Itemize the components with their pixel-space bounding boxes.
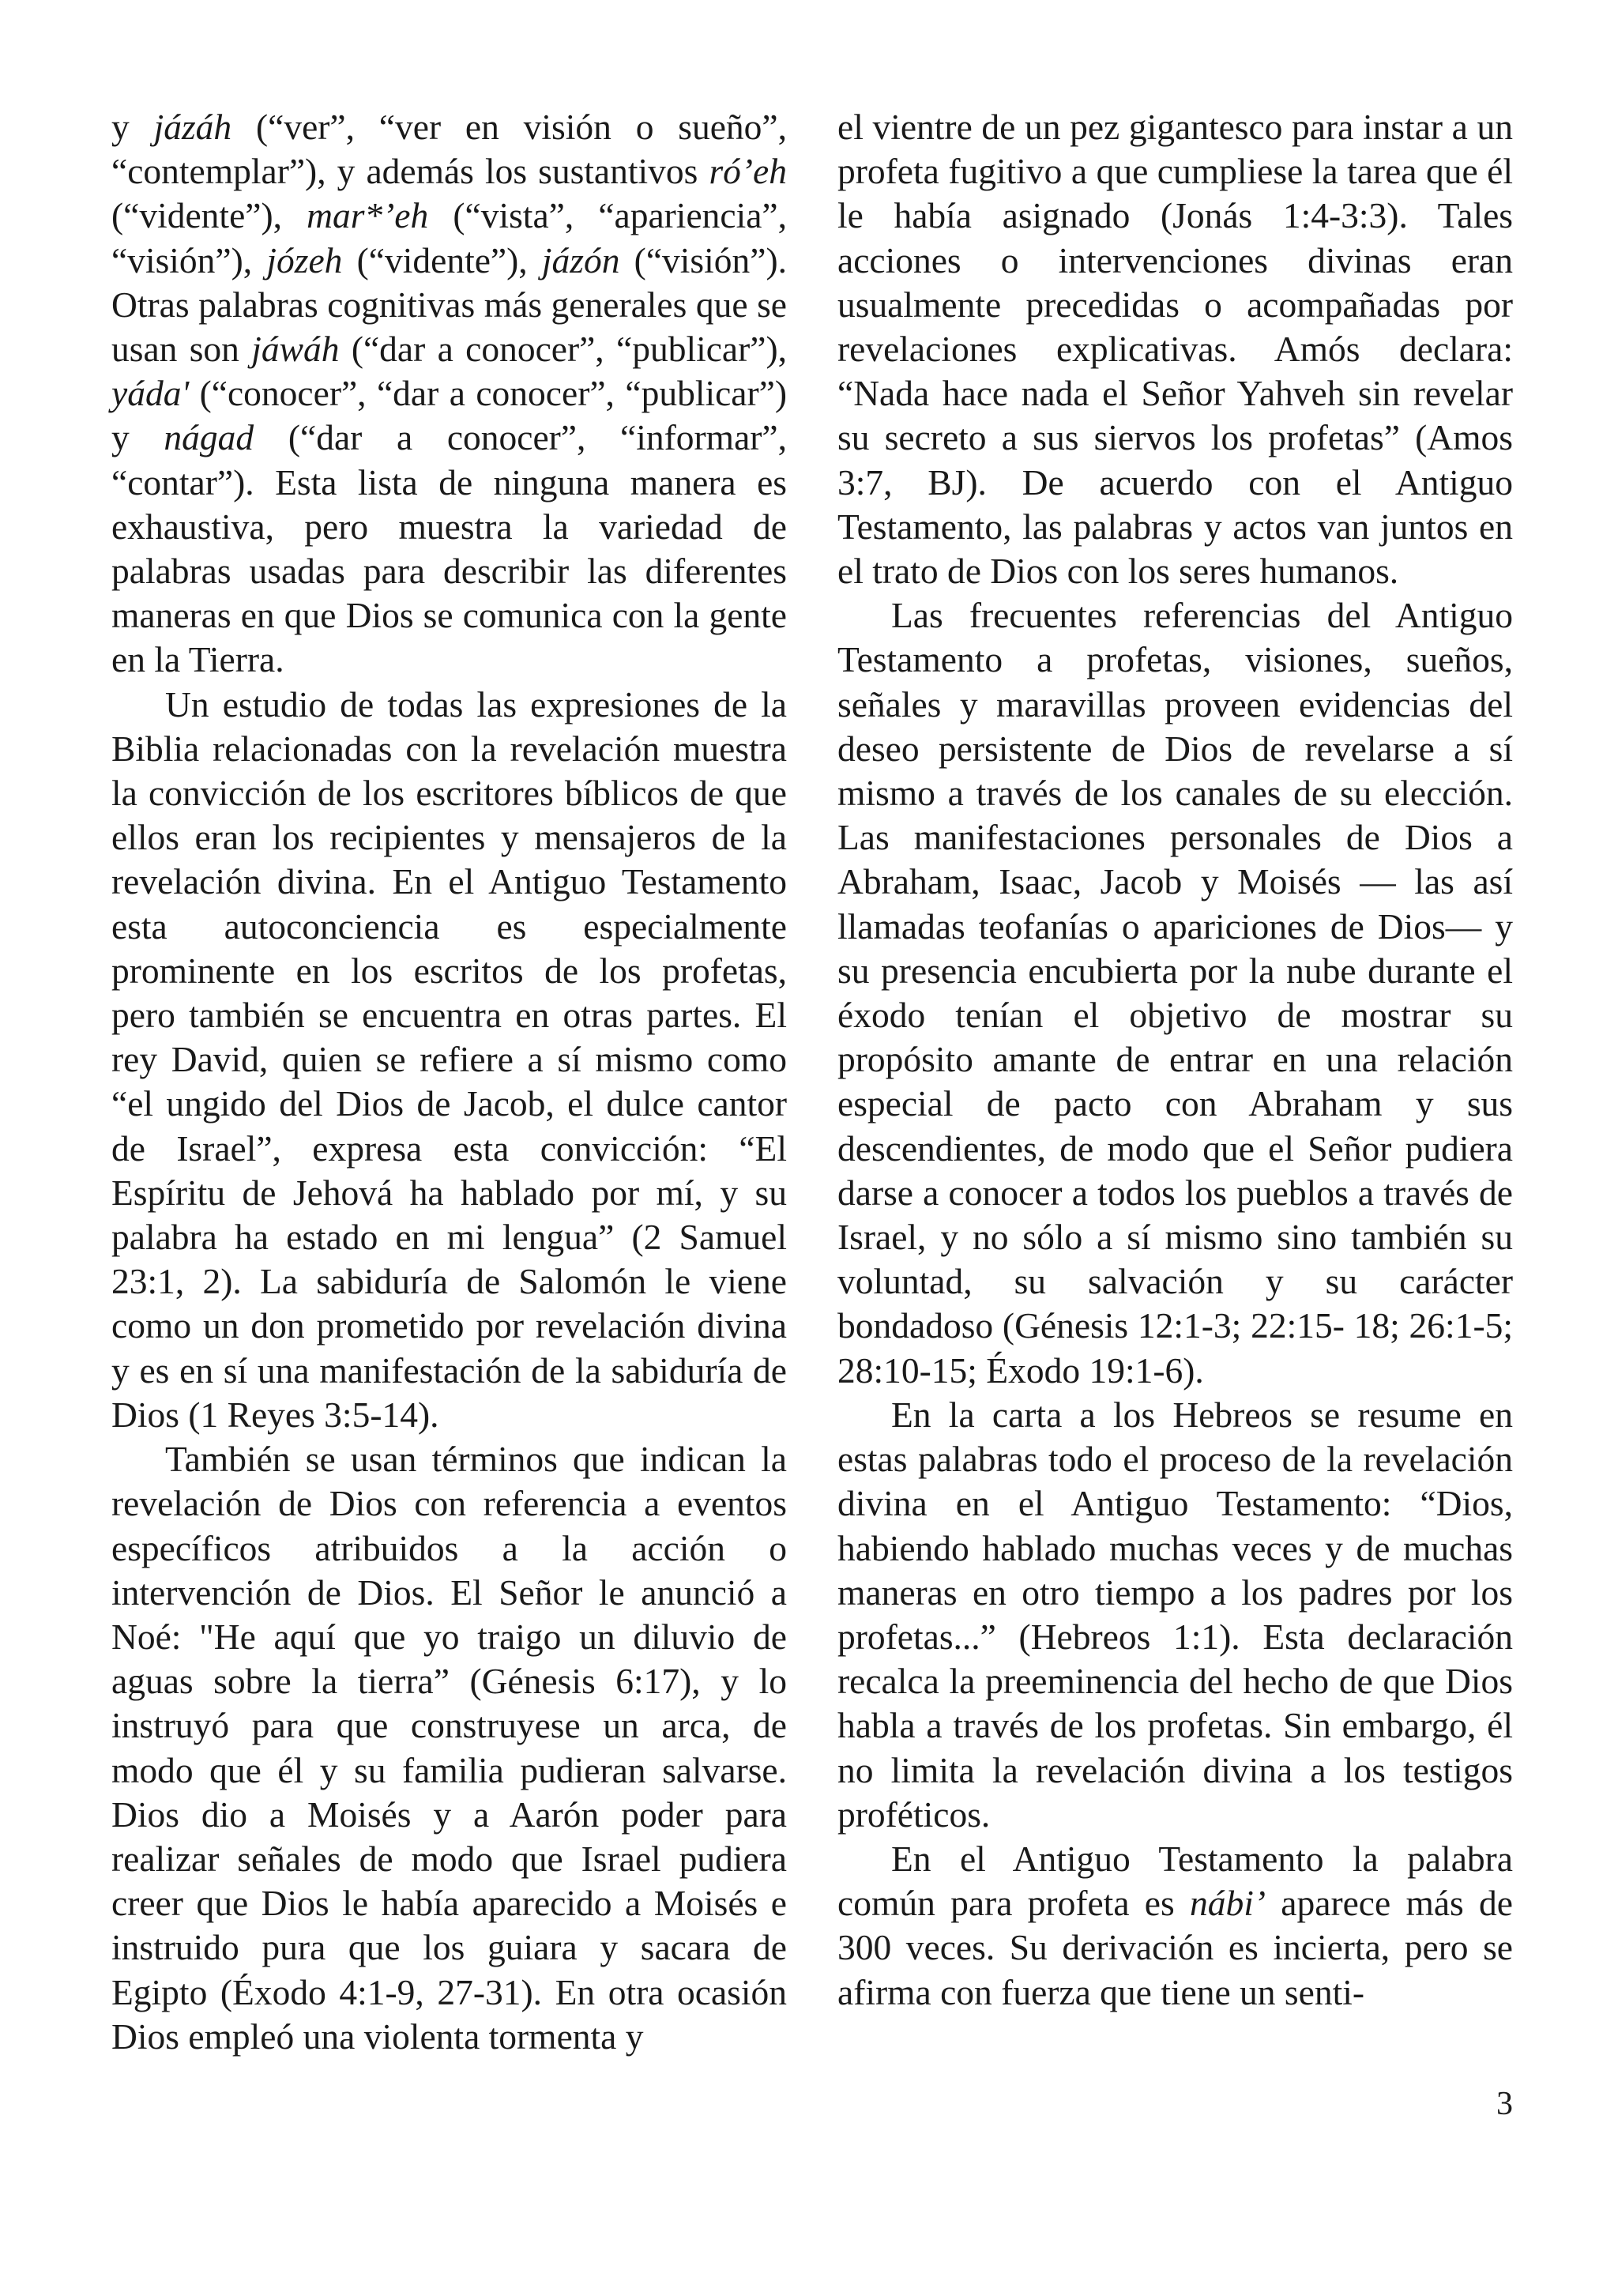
text-run: En el Antiguo Testamento la palabra común para profeta es bbox=[837, 1838, 1513, 1924]
paragraph bbox=[111, 105, 787, 683]
text-run: (“dar a conocer”, “publicar”), bbox=[339, 329, 787, 370]
text-run: (“ver”, “ver en visión o sueño”, “contemplar”), y además los sustantivos bbox=[111, 107, 787, 192]
paragraph bbox=[111, 1437, 787, 2059]
text-run: (“vidente”), bbox=[111, 195, 307, 236]
text-run: (“conocer”, “dar a conocer”, “publicar”) y bbox=[111, 373, 787, 458]
page-number: 3 bbox=[1496, 2086, 1513, 2122]
text-run: aparece más de 300 veces. Su derivación es incierta, pero se afirma con fuerza que tiene un senti- bbox=[837, 1883, 1513, 2012]
paragraph bbox=[111, 683, 787, 1437]
text-run: Las frecuentes referencias del Antiguo Testamento a profetas, visiones, sueños, señales y maravillas proveen evidencias del deseo persistente de Dios de revelarse a sí mismo a través de los canales de su elección. Las manifestaciones personales de Dios a Abraham, Isaac, Jacob y Moisés — las así llamadas teofanías o apariciones de Dios— y su presencia encubierta por la nube durante el éxodo tenían el objetivo de mostrar su propósito amante de entrar en una relación especial de pacto con Abraham y sus descendientes, de modo que el Señor pudiera darse a conocer a todos los pueblos a través de Israel, y no sólo a sí mismo sino también su voluntad, su salvación y su carácter bondadoso (Génesis 12:1-3; 22:15- 18; 26:1-5; 28:10-15; Éxodo 19:1-6). bbox=[837, 595, 1513, 1391]
paragraph bbox=[837, 1837, 1513, 2015]
text-run: También se usan términos que indican la revelación de Dios con referencia a eventos específicos atribuidos a la acción o intervención de Dios. El Señor le anunció a Noé: "He aquí que yo traigo un diluvio de aguas sobre la tierra” (Génesis 6:17), y lo instruyó para que construyese un arca, de modo que él y su familia pudieran salvarse. Dios dio a Moisés y a Aarón poder para realizar señales de modo que Israel pudiera creer que Dios le había aparecido a Moisés e instruido pura que los guiara y sacara de Egipto (Éxodo 4:1-9, 27-31). En otra ocasión Dios empleó una violenta tormenta y bbox=[111, 1439, 787, 2057]
right-text-column bbox=[837, 105, 1513, 2015]
left-text-column bbox=[111, 105, 787, 2059]
italic-term: jázón bbox=[541, 239, 620, 280]
text-run: el vientre de un pez gigantesco para instar a un profeta fugitivo a que cumpliese la tarea que él le había asignado (Jonás 1:4-3:3). Tales acciones o intervenciones divinas eran usualmente precedidas o acompañadas por revelaciones explicativas. Amós declara: “Nada hace nada el Señor Yahveh sin revelar su secreto a sus siervos los profetas” (Amos 3:7, BJ). De acuerdo con el Antiguo Testamento, las palabras y actos van juntos en el trato de Dios con los seres humanos. bbox=[837, 107, 1513, 592]
text-run: (“vidente”), bbox=[342, 239, 542, 280]
italic-term: józeh bbox=[266, 239, 343, 280]
paragraph bbox=[837, 105, 1513, 593]
text-run: (“visión”). Otras palabras cognitivas más generales que se usan son bbox=[111, 239, 787, 370]
text-run: (“vista”, “apariencia”, “visión”), bbox=[111, 195, 787, 280]
text-run: y bbox=[111, 107, 154, 147]
text-run: (“dar a conocer”, “informar”, “contar”). Esta lista de ninguna manera es exhaustiva, pero muestra la variedad de palabras usadas para describir las diferentes maneras en que Dios se comunica con la gente en la Tierra. bbox=[111, 417, 787, 680]
italic-term: jázáh bbox=[153, 107, 232, 147]
italic-term: nábi’ bbox=[1189, 1883, 1266, 1924]
italic-term: ró’eh bbox=[709, 151, 787, 192]
italic-term: jáwáh bbox=[251, 329, 340, 370]
paragraph bbox=[837, 1393, 1513, 1837]
text-run: En la carta a los Hebreos se resume en estas palabras todo el proceso de la revelación divina en el Antiguo Testamento: “Dios, habiendo hablado muchas veces y de muchas maneras en otro tiempo a los padres por los profetas...” (Hebreos 1:1). Esta declaración recalca la preeminencia del hecho de que Dios habla a través de los profetas. Sin embargo, él no limita la revelación divina a los testigos proféticos. bbox=[837, 1394, 1513, 1835]
text-run: Un estudio de todas las expresiones de la Biblia relacionadas con la revelación muestra la convicción de los escritores bíblicos de que ellos eran los recipientes y mensajeros de la revelación divina. En el Antiguo Testamento esta autoconciencia es especialmente prominente en los escritos de los profetas, pero también se encuentra en otras partes. El rey David, quien se refiere a sí mismo como “el ungido del Dios de Jacob, el dulce cantor de Israel”, expresa esta convicción: “El Espíritu de Jehová ha hablado por mí, y su palabra ha estado en mi lengua” (2 Samuel 23:1, 2). La sabiduría de Salomón le viene como un don prometido por revelación divina y es en sí una manifestación de la sabiduría de Dios (1 Reyes 3:5-14). bbox=[111, 683, 787, 1435]
paragraph bbox=[837, 593, 1513, 1393]
italic-term: yáda' bbox=[111, 373, 190, 414]
italic-term: nágad bbox=[164, 417, 254, 458]
italic-term: mar*’eh bbox=[307, 195, 429, 236]
